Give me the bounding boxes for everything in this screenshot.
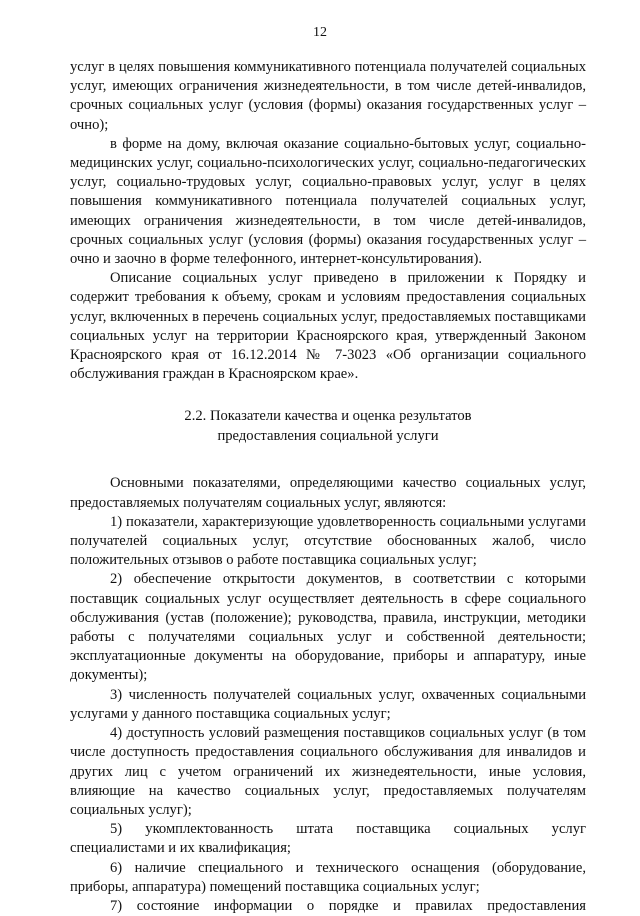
list-item-1: 1) показатели, характеризующие удовлетворенность социальными услугами получателей социальных услуг, отсутствие обоснованных жалоб, число положительных отзывов о работе поставщика социальных услуг; [70,513,586,569]
section-heading-line-1: 2.2. Показатели качества и оценка результатов [184,408,472,425]
list-item-4: 4) доступность условий размещения поставщиков социальных услуг (в том числе доступность предоставления социального обслуживания для инвалидов и других лиц с учетом ограничений их жизнедеятельности, иные условия, влияющие на качество социальных услуг, предоставляемых получателям социальных услуг); [70,725,586,818]
paragraph-continuation: услуг в целях повышения коммуникативного потенциала получателей социальных услуг, имеющих ограничения жизнедеятельности, в том числе детей-инвалидов, срочных социальных услуг (условия (формы) оказания государственных услуг – очно); [70,59,586,133]
section-heading [70,406,586,446]
paragraph-main-indicators: Основными показателями, определяющими качество социальных услуг, предоставляемых получателям социальных услуг, являются: [70,475,586,511]
section-heading-line-2: предоставления социальной услуги [217,428,439,445]
list-item-2: 2) обеспечение открытости документов, в соответствии с которыми поставщик социальных услуг осуществляет деятельность в сфере социального обслуживания (устав (положение); руководства, правила, инструкции, методики работы с получателями социальных услуг и собственной деятельности; эксплуатационные документы на оборудование, приборы и аппаратуру, иные документы); [70,571,586,684]
paragraph-home-form: в форме на дому, включая оказание социально-бытовых услуг, социально-медицинских услуг, социально-психологических услуг, социально-педагогических услуг, социально-трудовых услуг, социально-правовых услуг, услуг в целях повышения коммуникативного потенциала получателей социальных услуг, имеющих ограничения жизнедеятельности, в том числе детей-инвалидов, срочных социальных услуг (условия (формы) оказания государственных услуг – очно и заочно в форме телефонного, интернет-консультирования). [70,135,586,268]
list-item-6: 6) наличие специального и технического оснащения (оборудование, приборы, аппаратура) помещений поставщика социальных услуг; [70,859,586,895]
paragraph-services-description: Описание социальных услуг приведено в приложении к Порядку и содержит требования к объему, срокам и условиям предоставления социальных услуг, включенных в перечень социальных услуг, предоставляемых поставщиками социальных услуг на территории Красноярского края, утвержденный Законом Красноярского края от 16.12.2014 № 7-3023 «Об организации социального обслуживания граждан в Красноярском крае». [70,270,586,383]
page-number: 12 [313,25,327,40]
list-item-7: 7) состояние информации о порядке и правилах предоставления [110,897,586,914]
document-body [70,58,586,916]
list-item-3: 3) численность получателей социальных услуг, охваченных социальными услугами у данного поставщика социальных услуг; [70,686,586,722]
list-item-5: 5) укомплектованность штата поставщика социальных услуг специалистами и их квалификация; [70,821,586,857]
